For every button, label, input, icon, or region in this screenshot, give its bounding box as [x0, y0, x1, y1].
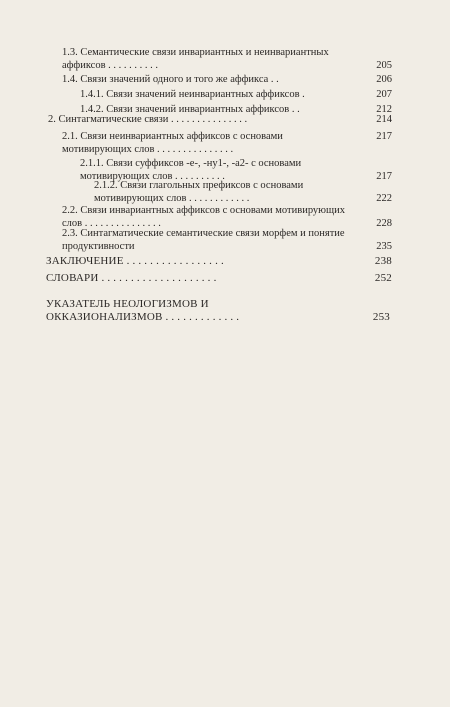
toc-page-number: 252 [374, 272, 392, 284]
toc-entry-index [46, 298, 390, 324]
toc-entry-2-1 [62, 131, 392, 156]
toc-page-number: 228 [376, 217, 392, 229]
toc-number: 1.4. [62, 74, 78, 85]
toc-entry-2-2 [62, 205, 392, 230]
toc-page-number: 217 [376, 131, 392, 142]
toc-number: 1.4.1. [80, 89, 104, 100]
toc-number: 2.1.1. [80, 158, 104, 169]
toc-page-number: 235 [376, 240, 392, 252]
toc-page-number: 214 [376, 114, 392, 125]
toc-page-number: 222 [376, 192, 392, 204]
toc-page-number: 206 [376, 74, 392, 85]
toc-title: Связи значений инвариантных аффиксов . . [106, 104, 300, 115]
toc-number: 2.1. [62, 131, 78, 142]
toc-number: 2.2. [62, 205, 78, 216]
toc-title: Связи инвариантных аффиксов с основами мотивирующих слов . . . . . . . . . . . . . . . [62, 205, 345, 229]
toc-entry-2 [48, 114, 392, 127]
toc-number: 1.3. [62, 47, 78, 58]
toc-title: Связи значений одного и того же аффикса . . [80, 74, 279, 85]
toc-entry-1-4-1 [80, 89, 392, 102]
toc-title: Связи значений неинвариантных аффиксов . [106, 89, 305, 100]
toc-title: Семантические связи инвариантных и неинвариантных аффиксов . . . . . . . . . . [62, 47, 329, 71]
toc-entry-dictionaries [46, 272, 392, 285]
toc-title: СЛОВАРИ . . . . . . . . . . . . . . . . . . . . [46, 272, 217, 284]
toc-entry-conclusion [46, 255, 392, 268]
toc-title: Связи глагольных префиксов с основами мотивирующих слов . . . . . . . . . . . . [94, 180, 304, 204]
toc-number: 1.4.2. [80, 104, 104, 115]
toc-title: Связи суффиксов -е-, -ну1-, -а2- с основами мотивирующих слов . . . . . . . . . . [80, 158, 302, 182]
toc-page-number: 212 [376, 104, 392, 115]
toc-entry-1-3 [62, 47, 392, 72]
toc-number: 2. [48, 114, 56, 125]
toc-number: 2.3. [62, 228, 78, 239]
toc-title: Синтагматические связи . . . . . . . . . . . . . . . [58, 114, 248, 125]
toc-page-number: 217 [376, 170, 392, 182]
toc-title: Синтагматические семантические связи морфем и понятие продуктивности [62, 228, 345, 252]
toc-title: Связи неинвариантных аффиксов с основами мотивирующих слов . . . . . . . . . . . . . . . [62, 131, 283, 155]
toc-entry-2-1-2 [94, 180, 392, 205]
toc-entry-2-3 [62, 228, 392, 253]
toc-title: УКАЗАТЕЛЬ НЕОЛОГИЗМОВ И ОККАЗИОНАЛИЗМОВ . . . . . . . . . . . . . [46, 298, 240, 323]
toc-title: ЗАКЛЮЧЕНИЕ . . . . . . . . . . . . . . . . . [46, 255, 224, 267]
toc-entry-1-4 [62, 74, 392, 87]
toc-page-number: 205 [376, 59, 392, 71]
toc-page-number: 207 [376, 89, 392, 100]
toc-page-number: 253 [372, 311, 390, 323]
toc-number: 2.1.2. [94, 180, 118, 191]
toc-page-number: 238 [374, 255, 392, 267]
